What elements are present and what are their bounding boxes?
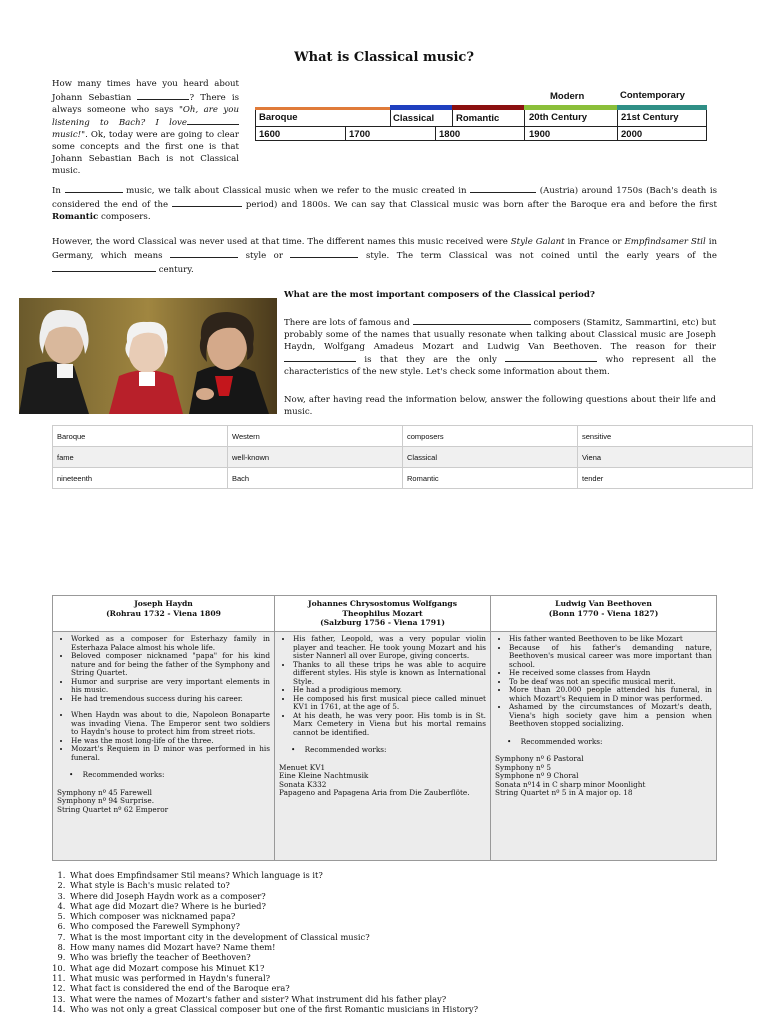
list-item: • His father, Leopold, was a very popular violin player and teacher. He took young Mozart and his sister Nannerl all over Europe, giving concerts. [293, 635, 486, 661]
recommended-label: • Recommended works: [291, 745, 387, 754]
table-cell: tender [578, 468, 753, 489]
recommended-label: • Recommended works: [69, 770, 165, 779]
list-item: • Because of his father's demanding nature, Beethoven's musical career was more important than school. [509, 644, 712, 670]
composers-portrait-image [19, 298, 277, 414]
table-cell: well-known [228, 447, 403, 468]
timeline-year-1700: 1700 [349, 129, 371, 140]
header-beethoven: Ludwig Van Beethoven (Bonn 1770 - Viena 1827) [491, 596, 716, 632]
question-item: 4. What age did Mozart die? Where is he buried? [68, 901, 758, 911]
fill-blank[interactable] [170, 249, 238, 258]
list-item: • Mozart's Requiem in D minor was performed in his funeral. [71, 745, 270, 762]
question-item: 8. How many names did Mozart have? Name them! [68, 942, 758, 952]
list-item: • His father wanted Beethoven to be like Mozart [509, 635, 712, 644]
works-list: Menuet KV1 Eine Kleine Nachtmusik Sonata K332 Papageno and Papagena Aria from Die Zauberflöte. [279, 762, 470, 797]
list-item: • He had tremendous success during his career. [71, 695, 270, 704]
list-item: • Humor and surprise are very important elements in his music. [71, 678, 270, 695]
question-item: 12. What fact is considered the end of the Baroque era? [68, 983, 758, 993]
questions-list [52, 870, 758, 1014]
list-item: • He had a prodigious memory. [293, 686, 486, 695]
timeline-period-20th: 20th Century [529, 112, 588, 123]
column-beethoven [491, 632, 716, 860]
works-list: Symphony nº 6 Pastoral Symphony nº 5 Symphone nº 9 Choral Sonata nº14 in C sharp minor Moonlight String Quartet nº 5 in A major op. 18 [495, 754, 646, 797]
timeline-period-21st: 21st Century [621, 112, 679, 123]
fill-blank[interactable] [137, 91, 189, 100]
question-item: 1. What does Empfindsamer Stil means? Which language is it? [68, 870, 758, 880]
table-cell: fame [53, 447, 228, 468]
fill-blank[interactable] [284, 353, 356, 362]
timeline-period-classical: Classical [393, 113, 435, 124]
fill-blank[interactable] [52, 263, 156, 272]
table-cell: Bach [228, 468, 403, 489]
paragraph-classical-definition: In music, we talk about Classical music when we refer to the music created in (Austria) around 1750s (Bach's death is considered the end of the period) and 1800s. We can say that Classical music was born after the Baroque era and before the first Romantic composers. [52, 186, 718, 222]
table-cell: Romantic [403, 468, 578, 489]
works-list: Symphony nº 45 Farewell Symphony nº 94 Surprise. String Quartet nº 62 Emperor [57, 787, 169, 814]
question-item: 2. What style is Bach's music related to? [68, 880, 758, 890]
question-item: 11. What music was performed in Haydn's funeral? [68, 973, 758, 983]
recommended-label: • Recommended works: [507, 736, 603, 746]
fill-blank[interactable] [187, 116, 239, 125]
timeline-period-baroque: Baroque [259, 112, 298, 123]
paragraph-classical-names: However, the word Classical was never used at that time. The different names this music received were Style Galant in France or Empfindsamer Stil in Germany, which means style or style. The term Classical was not coined until the early years of the century. [52, 237, 718, 275]
list-item: • At his death, he was very poor. His tomb is in St. Marx Cemetery in Viena but his mortal remains cannot be identified. [293, 712, 486, 738]
list-item: • When Haydn was about to die, Napoleon Bonaparte was invading Viena. The Emperor sent two soldiers to Haydn's house to protect him from street riots. [71, 711, 270, 737]
section-heading-composers: What are the most important composers of the Classical period? [284, 290, 595, 300]
fill-blank[interactable] [505, 353, 597, 362]
timeline-year-1600: 1600 [259, 129, 281, 140]
paragraph-instructions: Now, after having read the information below, answer the following questions about their life and music. [284, 395, 716, 417]
timeline-period-romantic: Romantic [456, 113, 500, 124]
list-item: • Worked as a composer for Esterhazy family in Esterhaza Palace almost his whole life. [71, 635, 270, 652]
paragraph-composers: There are lots of famous and composers (Stamitz, Sammartini, etc) but probably some of the names that usually resonate when talking about Classical music are Joseph Haydn, Wolfgang Amadeus Mozart and Ludwig Van Beethoven. The reason for their is that they are the only who represent all the characteristics of the new style. Let's check some information about them. [284, 318, 717, 378]
fill-blank[interactable] [65, 184, 123, 193]
header-mozart: Johannes Chrysostomus Wolfgangs Theophilus Mozart (Salzburg 1756 - Viena 1791) [275, 596, 491, 632]
list-item: • To be deaf was not an specific musical merit. [509, 678, 712, 687]
table-row [53, 447, 753, 468]
timeline [255, 86, 707, 142]
fill-blank[interactable] [413, 316, 531, 325]
question-item: 10. What age did Mozart compose his Minuet K1? [68, 963, 758, 973]
list-item: • Beloved composer nicknamed "papa" for his kind nature and for being the father of the Symphony and String Quartet. [71, 652, 270, 678]
question-item: 9. Who was briefly the teacher of Beethoven? [68, 952, 758, 962]
composers-portrait-illustration [19, 298, 277, 414]
question-item: 6. Who composed the Farewell Symphony? [68, 921, 758, 931]
list-item: • He was the most long-life of the three. [71, 737, 270, 746]
page-title: What is Classical music? [294, 50, 474, 65]
table-cell: composers [403, 426, 578, 447]
fill-blank[interactable] [172, 198, 242, 207]
list-item: • He received some classes from Haydn [509, 669, 712, 678]
timeline-year-1800: 1800 [439, 129, 461, 140]
timeline-year-1900: 1900 [529, 129, 551, 140]
list-item: • More than 20.000 people attended his funeral, in which Mozart's Requiem in D minor was performed. [509, 686, 712, 703]
question-item: 7. What is the most important city in the development of Classical music? [68, 932, 758, 942]
fill-blank[interactable] [470, 184, 536, 193]
question-item: 5. Which composer was nicknamed papa? [68, 911, 758, 921]
table-cell: sensitive [578, 426, 753, 447]
fill-blank[interactable] [290, 249, 358, 258]
question-item: 13. What were the names of Mozart's father and sister? What instrument did his father play? [68, 994, 758, 1004]
timeline-label-modern: Modern [550, 91, 585, 102]
list-item: • Thanks to all these trips he was able to acquire different styles. His style is known as International Style. [293, 661, 486, 687]
intro-paragraph: How many times have you heard about Johann Sebastian ? There is always someone who says "Oh, are you listening to Bach? I lovemusic!". Ok, today were are going to clear some concepts and the first one is that Johann Sebastian Bach is not Classical music. [52, 79, 240, 176]
table-row [53, 426, 753, 447]
timeline-label-contemporary: Contemporary [620, 90, 685, 101]
table-cell: Classical [403, 447, 578, 468]
timeline-year-2000: 2000 [621, 129, 643, 140]
header-haydn: Joseph Haydn (Rohrau 1732 - Viena 1809 [53, 596, 275, 632]
question-item: 14. Who was not only a great Classical composer but one of the first Romantic musicians in History? [68, 1004, 758, 1014]
column-mozart [275, 632, 491, 860]
question-item: 3. Where did Joseph Haydn work as a composer? [68, 891, 758, 901]
column-haydn [53, 632, 275, 860]
composer-info-table [52, 595, 717, 861]
table-cell: Viena [578, 447, 753, 468]
table-cell: Western [228, 426, 403, 447]
list-item: • Ashamed by the circumstances of Mozart's death, Viena's high society gave him a pension when Beethoven stopped socializing. [509, 703, 712, 729]
table-cell: Baroque [53, 426, 228, 447]
word-bank-table [52, 425, 753, 489]
table-cell: nineteenth [53, 468, 228, 489]
list-item: • He composed his first musical piece called minuet KV1 in 1761, at the age of 5. [293, 695, 486, 712]
table-row [53, 468, 753, 489]
